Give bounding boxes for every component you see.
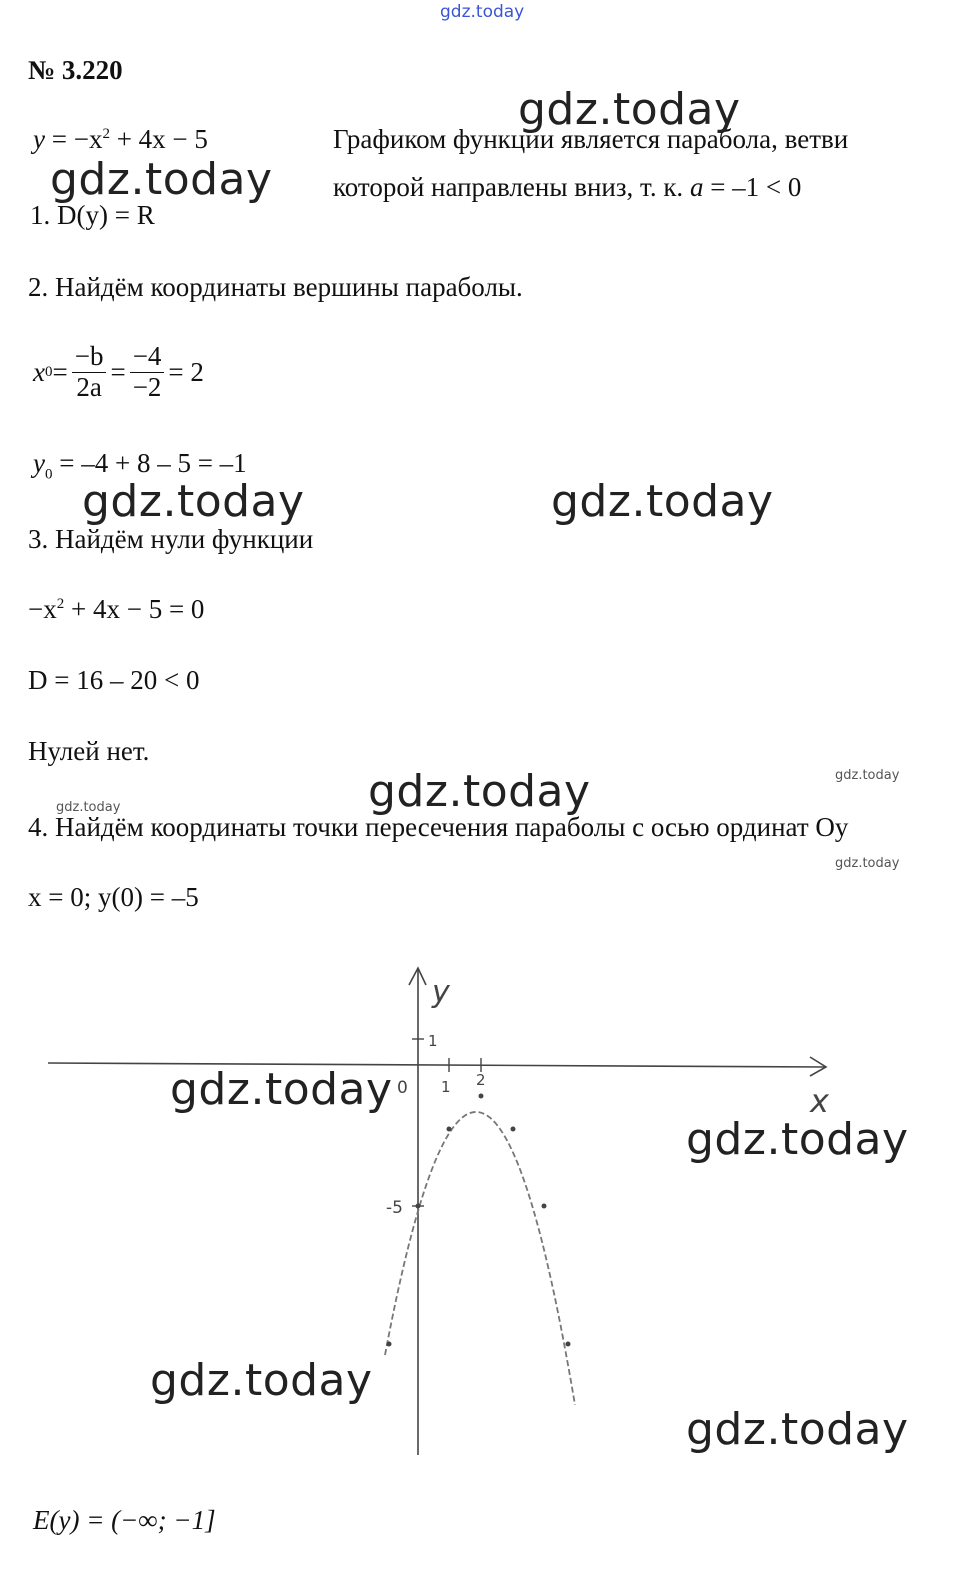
y-minus-five-label: -5 bbox=[386, 1198, 403, 1218]
description-line-2 bbox=[333, 172, 801, 203]
range-of-values: E(y) = (−∞; −1] bbox=[33, 1505, 216, 1535]
watermark: gdz.today bbox=[82, 476, 305, 527]
watermark-top: gdz.today bbox=[440, 2, 525, 22]
x-axis bbox=[48, 1063, 825, 1067]
parabola-curve bbox=[385, 1112, 575, 1405]
watermark: gdz.today bbox=[368, 766, 591, 817]
function-square: 2 bbox=[102, 126, 110, 142]
watermark: gdz.today bbox=[518, 84, 741, 135]
problem-title: № 3.220 bbox=[28, 55, 123, 85]
watermark: gdz.today bbox=[50, 154, 273, 205]
vertex-x-eq-2: = bbox=[110, 356, 126, 387]
description-tail: = –1 < 0 bbox=[703, 172, 802, 202]
point-left-low bbox=[387, 1342, 392, 1347]
fraction-1-denominator: 2a bbox=[76, 371, 102, 402]
vertex-y-rhs: = –4 + 8 – 5 = –1 bbox=[52, 448, 247, 478]
vertex-x-sub: 0 bbox=[44, 363, 53, 380]
watermark-small: gdz.today bbox=[835, 768, 900, 783]
step-4-result: x = 0; y(0) = –5 bbox=[28, 882, 199, 912]
step-1: 1. D(y) = R bbox=[30, 200, 155, 230]
x-axis-label: x bbox=[810, 1082, 829, 1120]
point-x-3 bbox=[511, 1127, 516, 1132]
fraction-1-numerator: −b bbox=[72, 342, 107, 373]
parabola-graph bbox=[0, 940, 968, 1480]
vertex-x-result: = 2 bbox=[168, 356, 204, 387]
vertex-x-fraction-2 bbox=[130, 342, 165, 402]
y-intercept-point bbox=[416, 1204, 421, 1209]
no-zeros: Нулей нет. bbox=[28, 736, 150, 766]
point-x-1 bbox=[447, 1127, 452, 1132]
step-3-square: 2 bbox=[56, 596, 65, 612]
step-3-part-2: + 4x − 5 = 0 bbox=[64, 594, 205, 624]
x-two-label: 2 bbox=[476, 1071, 486, 1089]
y-one-label: 1 bbox=[428, 1032, 438, 1050]
origin-label: 0 bbox=[397, 1078, 408, 1098]
vertex-x-lhs: x bbox=[33, 356, 45, 387]
step-2-heading: 2. Найдём координаты вершины параболы. bbox=[28, 272, 523, 302]
x-one-label: 1 bbox=[441, 1078, 451, 1096]
watermark-small: gdz.today bbox=[56, 800, 121, 815]
step-3-part-1: −x bbox=[28, 594, 57, 624]
function-rhs-1: = −x bbox=[44, 124, 103, 154]
vertex-y-sub: 0 bbox=[44, 466, 53, 483]
vertex-point bbox=[479, 1094, 484, 1099]
description-text: которой направлены вниз, т. к. bbox=[333, 172, 690, 202]
watermark: gdz.today bbox=[686, 1114, 909, 1165]
point-right-low bbox=[566, 1342, 571, 1347]
step-4-heading: 4. Найдём координаты точки пересечения параболы с осью ординат Oy bbox=[28, 812, 849, 842]
function-y: y bbox=[33, 124, 45, 154]
watermark: gdz.today bbox=[170, 1064, 393, 1115]
y-axis-label: y bbox=[432, 975, 450, 1010]
fraction-2-numerator: −4 bbox=[130, 342, 165, 373]
watermark: gdz.today bbox=[686, 1404, 909, 1455]
description-a: a bbox=[689, 172, 704, 202]
vertex-y-lhs: y bbox=[33, 448, 45, 478]
description-line-1: Графиком функции является парабола, ветви bbox=[333, 124, 849, 154]
symmetric-point bbox=[542, 1204, 547, 1209]
watermark-small: gdz.today bbox=[835, 856, 900, 871]
watermark: gdz.today bbox=[150, 1355, 373, 1406]
function-formula bbox=[33, 124, 208, 155]
vertex-x-eq: = bbox=[52, 356, 68, 387]
watermark: gdz.today bbox=[551, 476, 774, 527]
vertex-x-formula bbox=[33, 342, 204, 402]
step-3-heading: 3. Найдём нули функции bbox=[28, 524, 314, 554]
vertex-x-fraction-1 bbox=[72, 342, 107, 402]
fraction-2-denominator: −2 bbox=[132, 371, 162, 402]
function-rhs-2: + 4x − 5 bbox=[109, 124, 208, 154]
step-3-equation bbox=[28, 594, 204, 625]
discriminant: D = 16 – 20 < 0 bbox=[28, 665, 200, 695]
